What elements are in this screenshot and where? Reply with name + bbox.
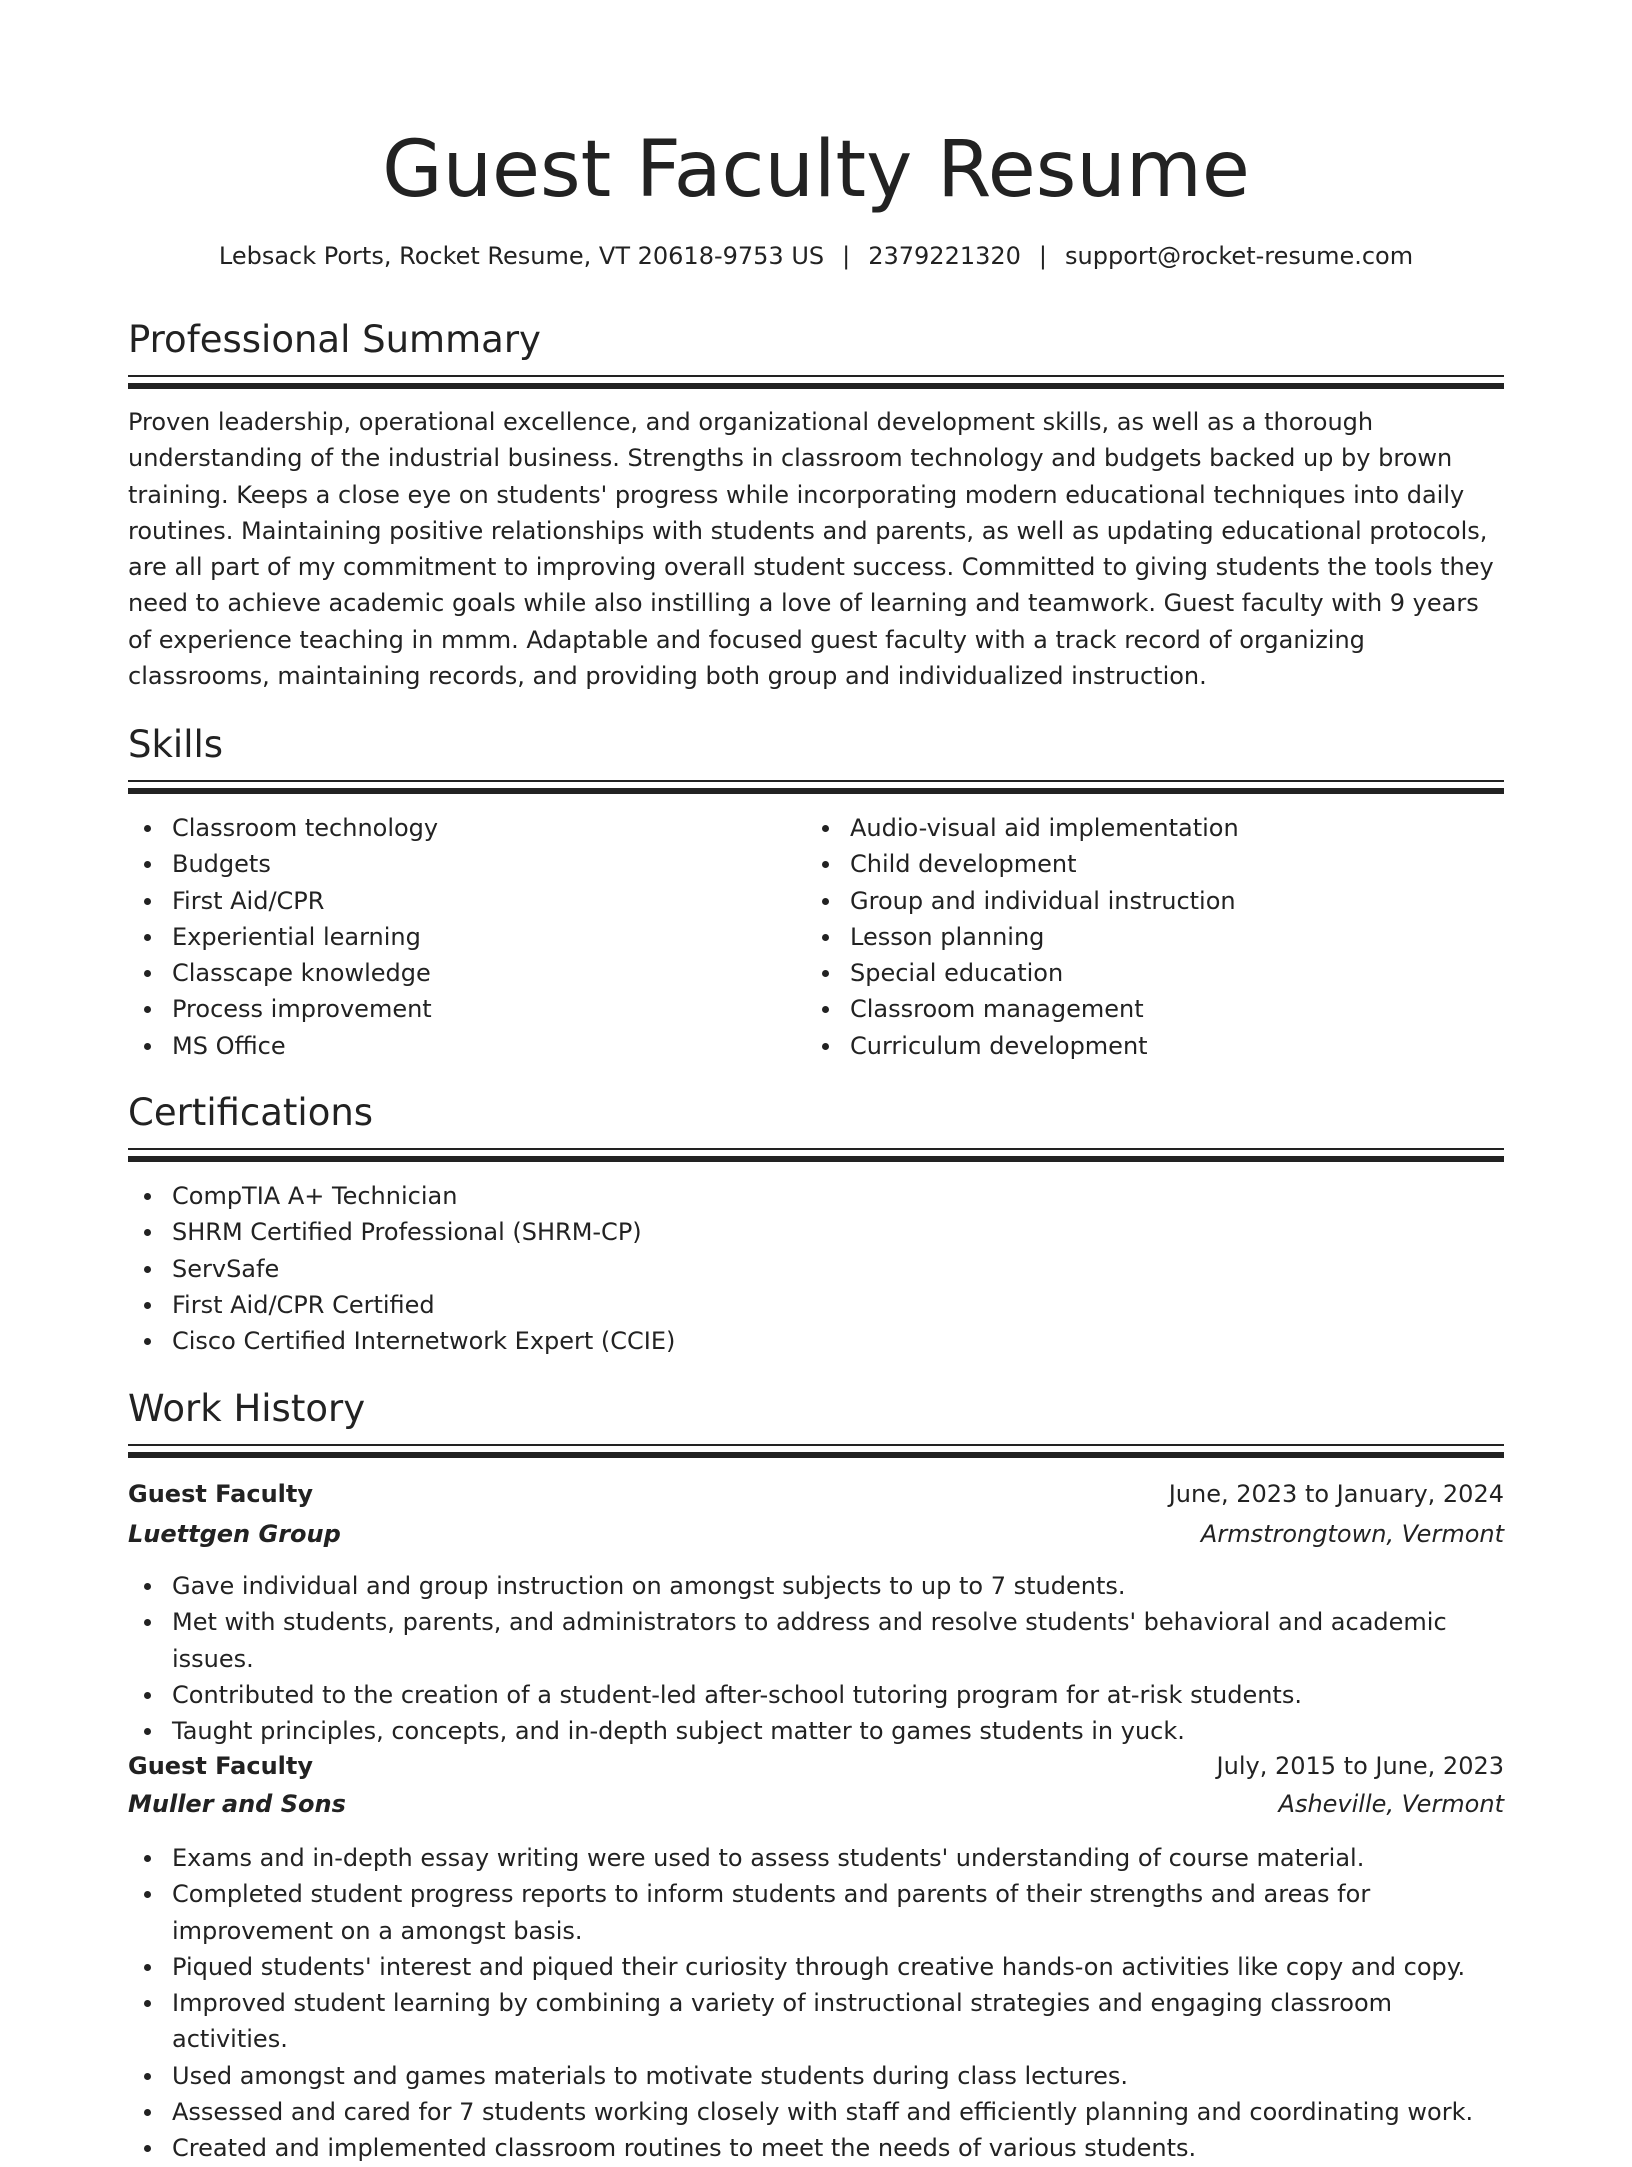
contact-phone: 2379221320	[868, 242, 1021, 270]
list-item: First Aid/CPR	[128, 883, 788, 919]
skills-list-right	[806, 810, 1504, 1064]
contact-email: support@rocket-resume.com	[1065, 242, 1414, 270]
list-item: MS Office	[128, 1028, 788, 1064]
section-heading: Professional Summary	[128, 318, 541, 361]
job-location: Asheville, Vermont	[1278, 1790, 1504, 1818]
list-item: Gave individual and group instruction on amongst subjects to up to 7 students.	[128, 1568, 1504, 1604]
job-dates: July, 2015 to June, 2023	[1216, 1752, 1504, 1780]
list-item: Improved student learning by combining a variety of instructional strategies and engaging classroom activities.	[128, 1985, 1504, 2058]
section-certifications	[128, 1091, 1504, 1135]
list-item: Curriculum development	[806, 1028, 1504, 1064]
contact-address: Lebsack Ports, Rocket Resume, VT 20618-9753 US	[218, 242, 825, 270]
section-divider	[128, 1148, 1504, 1160]
list-item: Group and individual instruction	[806, 883, 1504, 919]
section-heading: Certifications	[128, 1091, 374, 1134]
list-item: Classroom management	[806, 991, 1504, 1027]
list-item: CompTIA A+ Technician	[128, 1178, 1504, 1214]
list-item: Lesson planning	[806, 919, 1504, 955]
section-divider	[128, 780, 1504, 792]
list-item: Used amongst and games materials to motivate students during class lectures.	[128, 2058, 1504, 2094]
list-item: First Aid/CPR Certified	[128, 1287, 1504, 1323]
list-item: SHRM Certified Professional (SHRM-CP)	[128, 1214, 1504, 1250]
list-item: Cisco Certified Internetwork Expert (CCIE)	[128, 1323, 1504, 1359]
job-company: Luettgen Group	[128, 1520, 341, 1548]
job-company-row	[128, 1516, 1504, 1552]
contact-line	[0, 240, 1632, 272]
list-item: Process improvement	[128, 991, 788, 1027]
list-item: Classroom technology	[128, 810, 788, 846]
section-divider	[128, 1444, 1504, 1456]
list-item: Experiential learning	[128, 919, 788, 955]
job-dates: June, 2023 to January, 2024	[1168, 1480, 1504, 1508]
list-item: Completed student progress reports to inform students and parents of their strengths and areas for improvement on a amongst basis.	[128, 1876, 1504, 1949]
list-item: Piqued students' interest and piqued their curiosity through creative hands-on activities like copy and copy.	[128, 1949, 1504, 1985]
summary-text: Proven leadership, operational excellence, and organizational development skills, as well as a thorough understanding of the industrial business. Strengths in classroom technology and budgets backed up by brown training. Keeps a close eye on students' progress while incorporating modern educational techniques into daily routines. Maintaining positive relationships with students and parents, as well as updating educational protocols, are all part of my commitment to improving overall student success. Committed to giving students the tools they need to achieve academic goals while also instilling a love of learning and teamwork. Guest faculty with 9 years of experience teaching in mmm. Adaptable and focused guest faculty with a track record of organizing classrooms, maintaining records, and providing both group and individualized instruction.	[128, 408, 1494, 691]
resume-title: Guest Faculty Resume	[382, 125, 1250, 215]
list-item: Exams and in-depth essay writing were used to assess students' understanding of course material.	[128, 1840, 1504, 1876]
job-location: Armstrongtown, Vermont	[1200, 1520, 1504, 1548]
job-title: Guest Faculty	[128, 1480, 314, 1508]
list-item: Created and implemented classroom routines to meet the needs of various students.	[128, 2130, 1504, 2166]
section-divider	[128, 375, 1504, 387]
job-title-row	[128, 1748, 1504, 1784]
section-heading: Work History	[128, 1387, 366, 1430]
list-item: Child development	[806, 846, 1504, 882]
section-skills	[128, 723, 1504, 767]
skills-list-left	[128, 810, 788, 1064]
list-item: Budgets	[128, 846, 788, 882]
list-item: Assessed and cared for 7 students working closely with staff and efficiently planning and coordinating work.	[128, 2094, 1504, 2130]
contact-separator: |	[842, 242, 851, 270]
job-title-row	[128, 1476, 1504, 1512]
section-professional-summary	[128, 318, 1504, 362]
list-item: Classcape knowledge	[128, 955, 788, 991]
list-item: Met with students, parents, and administrators to address and resolve students' behavioral and academic issues.	[128, 1604, 1504, 1677]
section-work-history	[128, 1387, 1504, 1431]
list-item: ServSafe	[128, 1251, 1504, 1287]
job-title: Guest Faculty	[128, 1752, 314, 1780]
list-item: Contributed to the creation of a student-led after-school tutoring program for at-risk students.	[128, 1677, 1504, 1713]
list-item: Taught principles, concepts, and in-depth subject matter to games students in yuck.	[128, 1713, 1504, 1749]
job-company-row	[128, 1786, 1504, 1822]
section-heading: Skills	[128, 723, 224, 766]
job-bullets	[128, 1568, 1504, 1749]
list-item: Special education	[806, 955, 1504, 991]
job-bullets	[128, 1840, 1504, 2167]
certifications-list	[128, 1178, 1504, 1359]
contact-separator: |	[1038, 242, 1048, 270]
job-company: Muller and Sons	[128, 1790, 346, 1818]
list-item: Audio-visual aid implementation	[806, 810, 1504, 846]
